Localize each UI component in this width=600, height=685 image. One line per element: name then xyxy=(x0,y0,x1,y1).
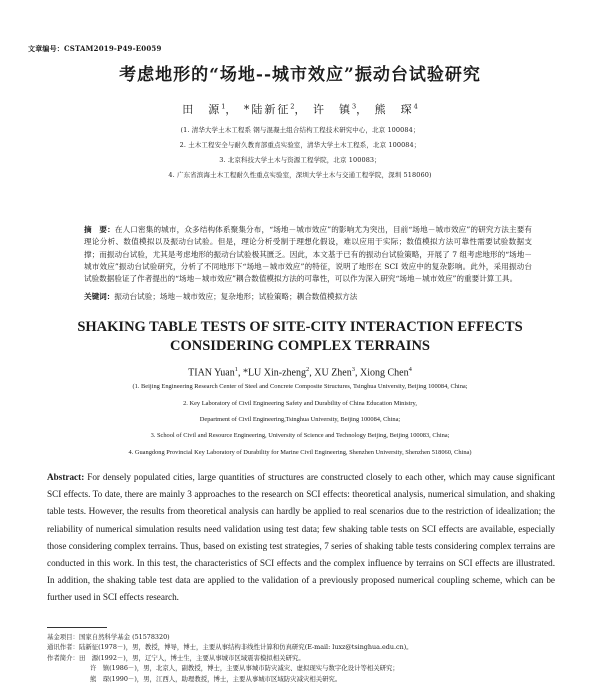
chinese-affiliation: 2. 土木工程安全与耐久教育部重点实验室，清华大学土木工程系，北京 100084； xyxy=(179,141,421,149)
author-affil-sup: 2 xyxy=(290,102,295,111)
footnote-divider xyxy=(47,627,107,628)
chinese-author: 田 源 xyxy=(182,103,222,116)
author-affil-sup: 1 xyxy=(234,366,238,373)
chinese-title: 考虑地形的“场地--城市效应”振动台试验研究 xyxy=(119,65,481,85)
footnote-author-bio: 许 镇(1986－)，男，北京人，副教授，博士，主要从事城市防灾减灾、虚拟现实与数字化设计等相关研究； xyxy=(90,664,399,673)
english-title-line: SHAKING TABLE TESTS OF SITE-CITY INTERACTION EFFECTS xyxy=(77,319,523,335)
author-affil-sup: 3 xyxy=(352,102,357,111)
english-abstract-text: For densely populated cities, large quantities of structures are constructed closely to each other, which may cause significant SCI effects. To date, there are mainly 3 approaches to the research on SCI effects: theoretical analysis, numerical simulation, and shaking table tests. However, the results from theoretical analysis can hardly be applied to real scenarios due to the restriction of idealization; the reliability of numerical simulation results need validation using test data; few shaking table tests on SCI effects are available, especially those considering complex terrains. Thus, based on existing test strategies, 7 series of shaking table tests considering complex terrains are conducted in this work. In this test, the characteristics of SCI effects and the complex influence by terrains on SCI effects are illustrated. In addition, the shaking table test data are applied to the validation of a previously proposed numerical coupling scheme, which can be further used in SCI effects research. xyxy=(47,472,556,603)
chinese-authors: 田 源$^1$， *陆新征$^2$， 许 镇$^3$， 熊 琛$^4$ xyxy=(182,102,418,116)
author-affil-sup: 3 xyxy=(351,366,355,373)
chinese-affiliation: (1. 清华大学土木工程系 钢与混凝土组合结构工程技术研究中心，北京 100084； xyxy=(180,126,420,134)
footnote-funding: 基金项目：国家自然科学基金 (51578320) xyxy=(47,633,170,641)
footnote-author-bio: 熊 琛(1990－)，男，江西人，助理教授，博士，主要从事城市区域防灾减灾相关研究。 xyxy=(90,674,342,683)
chinese-author: *陆新征 xyxy=(243,103,291,116)
english-affiliation: 2. Key Laboratory of Civil Engineering Safety and Durability of China Education Ministry, xyxy=(183,400,417,407)
author-affil-sup: 2 xyxy=(306,366,310,373)
chinese-keywords xyxy=(84,291,532,302)
author-affil-sup: 4 xyxy=(413,102,418,111)
english-affiliation: (1. Beijing Engineering Research Center of Steel and Concrete Composite Structures, Tsinghua University, Beijing 100084, China; xyxy=(132,383,468,390)
english-title-line: CONSIDERING COMPLEX TERRAINS xyxy=(170,338,430,354)
english-affiliation: 3. School of Civil and Resource Engineering, University of Science and Technology Beijing, Beijing 100083, China; xyxy=(150,432,450,439)
english-author: *LU Xin-zheng xyxy=(242,367,306,379)
footnote-author-bio: 作者简介：田 源(1992－)，男，辽宁人，博士生，主要从事城市区域震害模拟相关研究。 xyxy=(47,653,305,662)
english-author: Xiong Chen xyxy=(360,367,409,379)
english-author: TIAN Yuan xyxy=(188,367,235,379)
footnotes xyxy=(47,632,413,684)
chinese-abstract-text: 在人口密集的城市，众多结构体系聚集分布，“场地－城市效应”的影响尤为突出，目前“场地－城市效应”的研究方法主要有理论分析、数值模拟以及振动台试验。但是，理论分析受制于理想化假设，难以应用于实际；数值模拟方法可靠性需要试验数据支撑；而振动台试验，尤其是考虑地形的振动台试验极其匮乏。因此，本文基于已有的振动台试验策略，开展了 7 组考虑地形的“场地－城市效应”振动台试验研究，分析了不同地形下“场地－城市效应”的特征，说明了地形在 SCI 效应中的复杂影响。此外，采用振动台试验数据验证了作者提出的“场地－城市效应”耦合数值模拟方法的可靠性，可以作为深入研究“场地－城市效应”的重要计算工具。 xyxy=(84,225,533,284)
english-affiliation: Department of Civil Engineering,Tsinghua University, Beijing 100084, China; xyxy=(199,416,401,423)
footnote-corresponding-author: 通讯作者：陆新征(1978－)，男，教授，博导，博士，主要从事结构非线性计算和仿真研究(E-mail: luxz@tsinghua.edu.cn)。 xyxy=(47,643,413,652)
chinese-affiliation: 4. 广东省滨海土木工程耐久性重点实验室，深圳大学土木与交通工程学院，深圳 518060) xyxy=(168,171,432,179)
english-author: XU Zhen xyxy=(314,367,352,379)
chinese-keywords-label: 关键词： xyxy=(84,292,115,301)
chinese-author: 熊 琛 xyxy=(374,103,414,116)
chinese-author: 许 镇 xyxy=(313,103,352,116)
article-number: 文章编号：CSTAM2019-P49-E0059 xyxy=(28,44,162,53)
english-title xyxy=(0,318,600,356)
english-affiliation: 4. Guangdong Provincial Key Laboratory of Durability for Marine Civil Engineering, Shenzhen University, Shenzhen 518060, China) xyxy=(128,449,472,456)
english-authors: TIAN Yuan$^1$, *LU Xin-zheng$^2$, XU Zhen$^3$, Xiong Chen$^4$ xyxy=(188,366,412,379)
chinese-keywords-text: 振动台试验；场地－城市效应；复杂地形；试验策略；耦合数值模拟方法 xyxy=(114,292,358,301)
english-abstract xyxy=(47,469,555,607)
chinese-abstract xyxy=(84,224,532,285)
author-affil-sup: 1 xyxy=(221,102,226,111)
english-abstract-label: Abstract: xyxy=(47,472,85,482)
author-affil-sup: 4 xyxy=(408,366,412,373)
chinese-affiliation: 3. 北京科技大学土木与资源工程学院，北京 100083； xyxy=(219,156,381,164)
chinese-abstract-label: 摘 要： xyxy=(84,225,115,234)
